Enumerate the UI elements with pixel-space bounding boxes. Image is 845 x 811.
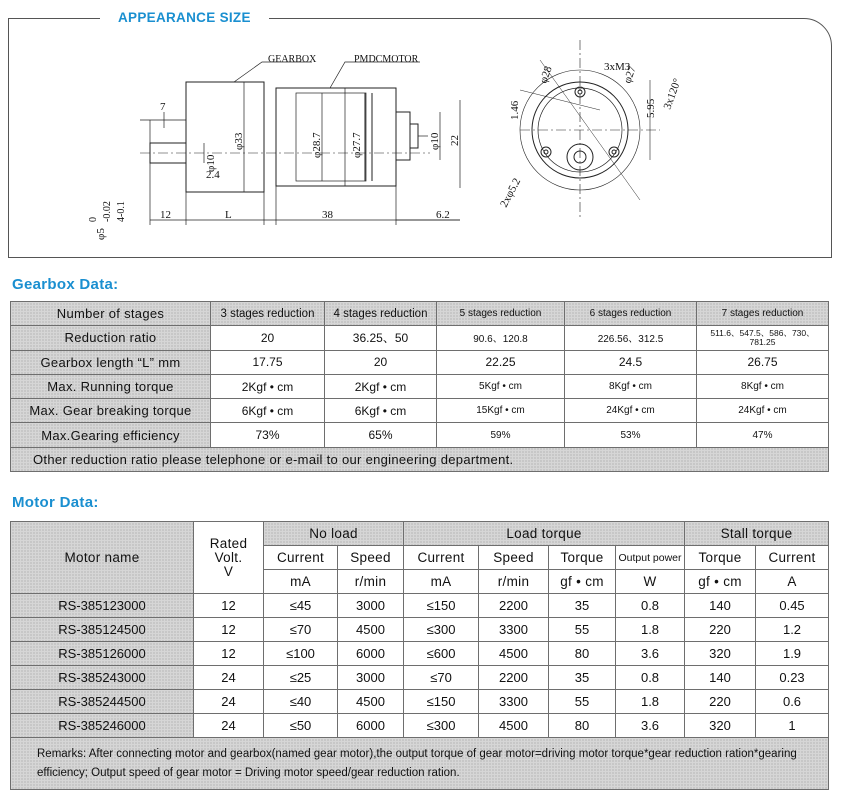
table-cell: 36.25、50	[325, 326, 437, 350]
dim-12: 12	[160, 209, 171, 221]
col-torque: Torque	[549, 546, 616, 570]
table-cell: ≤50	[264, 714, 338, 738]
table-cell: 26.75	[697, 350, 829, 374]
gearbox-row	[11, 374, 829, 398]
table-cell: 80	[549, 714, 616, 738]
table-cell: ≤25	[264, 666, 338, 690]
table-cell: 12	[194, 618, 264, 642]
table-cell: 59%	[437, 423, 565, 447]
table-cell: 4500	[338, 618, 404, 642]
table-cell: 12	[194, 642, 264, 666]
table-cell: 0.45	[756, 594, 829, 618]
table-cell: 0.6	[756, 690, 829, 714]
stall-torque-header: Stall torque	[685, 522, 829, 546]
dim-6-2: 6.2	[436, 209, 450, 221]
table-cell: 1.9	[756, 642, 829, 666]
unit-ma: mA	[404, 570, 479, 594]
motor-header-row	[11, 522, 829, 546]
gearbox-note: Other reduction ratio please telephone or e-mail to our engineering department.	[11, 447, 829, 471]
table-cell: 3.6	[616, 642, 685, 666]
row-label: Max.Gearing efficiency	[11, 423, 211, 447]
table-cell: 3.6	[616, 714, 685, 738]
dim-shaft-tol-upper: 0	[88, 217, 99, 222]
col-torque: Torque	[685, 546, 756, 570]
table-cell: ≤70	[264, 618, 338, 642]
dim-22: 22	[449, 135, 461, 146]
table-cell: 2Kgf • cm	[325, 374, 437, 398]
no-load-header: No load	[264, 522, 404, 546]
table-cell: 140	[685, 666, 756, 690]
table-cell: 24	[194, 690, 264, 714]
motor-row	[11, 714, 829, 738]
table-cell: 320	[685, 642, 756, 666]
table-cell: 1.8	[616, 690, 685, 714]
table-cell: 24	[194, 666, 264, 690]
table-cell: 3300	[479, 690, 549, 714]
row-label: Max. Gear breaking torque	[11, 399, 211, 423]
motor-heading: Motor Data:	[12, 494, 99, 511]
rated-volt-line3: V	[223, 563, 234, 579]
table-cell: ≤150	[404, 594, 479, 618]
label-gearbox: GEARBOX	[268, 54, 317, 65]
table-cell: 6Kgf • cm	[211, 399, 325, 423]
table-cell: 3300	[479, 618, 549, 642]
motor-row	[11, 594, 829, 618]
table-cell: ≤45	[264, 594, 338, 618]
dim-shaft-tol-lower: 4-0.1	[116, 201, 127, 222]
dim-phi27-front: φ27	[621, 64, 639, 86]
motor-name: RS-385243000	[11, 666, 194, 690]
label-pmdcmotor: PMDCMOTOR	[354, 54, 419, 65]
stage-header: 6 stages reduction	[565, 302, 697, 326]
rated-volt-line1: Rated	[209, 535, 248, 551]
motor-name: RS-385123000	[11, 594, 194, 618]
stage-header: 7 stages reduction	[697, 302, 829, 326]
table-cell: 35	[549, 594, 616, 618]
dim-3x120: 3x120°	[661, 76, 684, 112]
stage-header: 4 stages reduction	[325, 302, 437, 326]
dim-phi33: φ33	[233, 132, 245, 150]
motor-remarks-row	[11, 738, 829, 790]
table-cell: 5Kgf • cm	[437, 374, 565, 398]
table-cell: 6000	[338, 642, 404, 666]
motor-remarks: Remarks: After connecting motor and gearbox(named gear motor),the output torque of gear motor=driving motor torque*gear reduction ration*gearing efficiency; Output speed of gear motor = Driving motor speed/gear reduction ration.	[11, 738, 829, 790]
motor-row	[11, 618, 829, 642]
unit-a: A	[756, 570, 829, 594]
motor-row	[11, 690, 829, 714]
table-cell: 140	[685, 594, 756, 618]
dim-7: 7	[160, 101, 166, 113]
table-cell: 0.8	[616, 666, 685, 690]
dim-phi28-7: φ28.7	[311, 132, 323, 158]
table-cell: 55	[549, 618, 616, 642]
table-cell: 90.6、120.8	[437, 326, 565, 350]
table-cell: 20	[211, 326, 325, 350]
col-current: Current	[404, 546, 479, 570]
table-cell: ≤70	[404, 666, 479, 690]
dim-2xphi5-2: 2xφ5.2	[498, 176, 524, 210]
gearbox-row	[11, 423, 829, 447]
col-output-power: Output power	[616, 546, 685, 570]
dim-38: 38	[322, 209, 333, 221]
table-cell: 3000	[338, 594, 404, 618]
table-cell: 1.8	[616, 618, 685, 642]
motor-name: RS-385126000	[11, 642, 194, 666]
table-cell: 65%	[325, 423, 437, 447]
rated-volt-line2: Volt.	[214, 549, 243, 565]
table-cell: 8Kgf • cm	[697, 374, 829, 398]
table-cell: 55	[549, 690, 616, 714]
table-cell: 15Kgf • cm	[437, 399, 565, 423]
dim-phi10-boss: φ10	[429, 132, 441, 150]
col-current: Current	[264, 546, 338, 570]
stage-header: 3 stages reduction	[211, 302, 325, 326]
table-cell: 4500	[479, 714, 549, 738]
table-cell: 320	[685, 714, 756, 738]
table-cell: 2Kgf • cm	[211, 374, 325, 398]
unit-rmin: r/min	[338, 570, 404, 594]
gearbox-row	[11, 399, 829, 423]
rated-volt-header	[194, 522, 264, 594]
gearbox-row	[11, 326, 829, 350]
table-cell: 24Kgf • cm	[697, 399, 829, 423]
table-cell: 80	[549, 642, 616, 666]
unit-gfcm: gf • cm	[685, 570, 756, 594]
dim-shaft-phi5: φ5	[95, 228, 107, 240]
dim-shaft-tol-mid: -0.02	[102, 201, 113, 222]
motor-name: RS-385246000	[11, 714, 194, 738]
motor-row	[11, 642, 829, 666]
table-cell: 47%	[697, 423, 829, 447]
table-cell: 220	[685, 690, 756, 714]
gearbox-header-row	[11, 302, 829, 326]
unit-w: W	[616, 570, 685, 594]
gearbox-note-row	[11, 447, 829, 471]
dim-phi28-front: φ28	[537, 64, 555, 86]
gearbox-heading: Gearbox Data:	[12, 276, 119, 293]
gearbox-table	[10, 301, 829, 472]
table-cell: 511.6、547.5、586、730、781.25	[697, 326, 829, 350]
unit-ma: mA	[264, 570, 338, 594]
table-cell: 4500	[338, 690, 404, 714]
table-cell: 3000	[338, 666, 404, 690]
col-speed: Speed	[338, 546, 404, 570]
table-cell: ≤40	[264, 690, 338, 714]
table-cell: 2200	[479, 666, 549, 690]
table-cell: 1	[756, 714, 829, 738]
dim-phi27-7: φ27.7	[351, 132, 363, 158]
load-torque-header: Load torque	[404, 522, 685, 546]
table-cell: 220	[685, 618, 756, 642]
table-cell: 24	[194, 714, 264, 738]
table-cell: ≤300	[404, 714, 479, 738]
table-cell: 0.23	[756, 666, 829, 690]
dim-1-46: 1.46	[509, 100, 521, 120]
gearbox-row	[11, 350, 829, 374]
col-current: Current	[756, 546, 829, 570]
dim-2-4: 2.4	[206, 169, 220, 181]
table-cell: 22.25	[437, 350, 565, 374]
table-cell: 0.8	[616, 594, 685, 618]
dim-5-95: 5.95	[645, 98, 657, 118]
table-cell: ≤600	[404, 642, 479, 666]
table-cell: 4500	[479, 642, 549, 666]
table-cell: 20	[325, 350, 437, 374]
table-cell: ≤150	[404, 690, 479, 714]
dim-phi10-shaft: φ10	[205, 154, 217, 172]
table-cell: 24Kgf • cm	[565, 399, 697, 423]
unit-gfcm: gf • cm	[549, 570, 616, 594]
table-cell: 17.75	[211, 350, 325, 374]
table-cell: 12	[194, 594, 264, 618]
unit-rmin: r/min	[479, 570, 549, 594]
table-cell: 35	[549, 666, 616, 690]
motor-row	[11, 666, 829, 690]
stages-header-label: Number of stages	[11, 302, 211, 326]
motor-table	[10, 521, 829, 790]
table-cell: 73%	[211, 423, 325, 447]
row-label: Reduction ratio	[11, 326, 211, 350]
table-cell: 6000	[338, 714, 404, 738]
stage-header: 5 stages reduction	[437, 302, 565, 326]
motor-name-header: Motor name	[11, 522, 194, 594]
col-speed: Speed	[479, 546, 549, 570]
dim-3xm3: 3xM3	[604, 61, 631, 73]
table-cell: 8Kgf • cm	[565, 374, 697, 398]
table-cell: 1.2	[756, 618, 829, 642]
motor-name: RS-385124500	[11, 618, 194, 642]
appearance-title: APPEARANCE SIZE	[100, 10, 269, 25]
table-cell: 226.56、312.5	[565, 326, 697, 350]
table-cell: ≤100	[264, 642, 338, 666]
dim-L: L	[225, 209, 232, 221]
dimension-drawing	[0, 0, 845, 260]
table-cell: 53%	[565, 423, 697, 447]
table-cell: ≤300	[404, 618, 479, 642]
row-label: Max. Running torque	[11, 374, 211, 398]
motor-name: RS-385244500	[11, 690, 194, 714]
table-cell: 2200	[479, 594, 549, 618]
table-cell: 24.5	[565, 350, 697, 374]
table-cell: 6Kgf • cm	[325, 399, 437, 423]
row-label: Gearbox length “L” mm	[11, 350, 211, 374]
